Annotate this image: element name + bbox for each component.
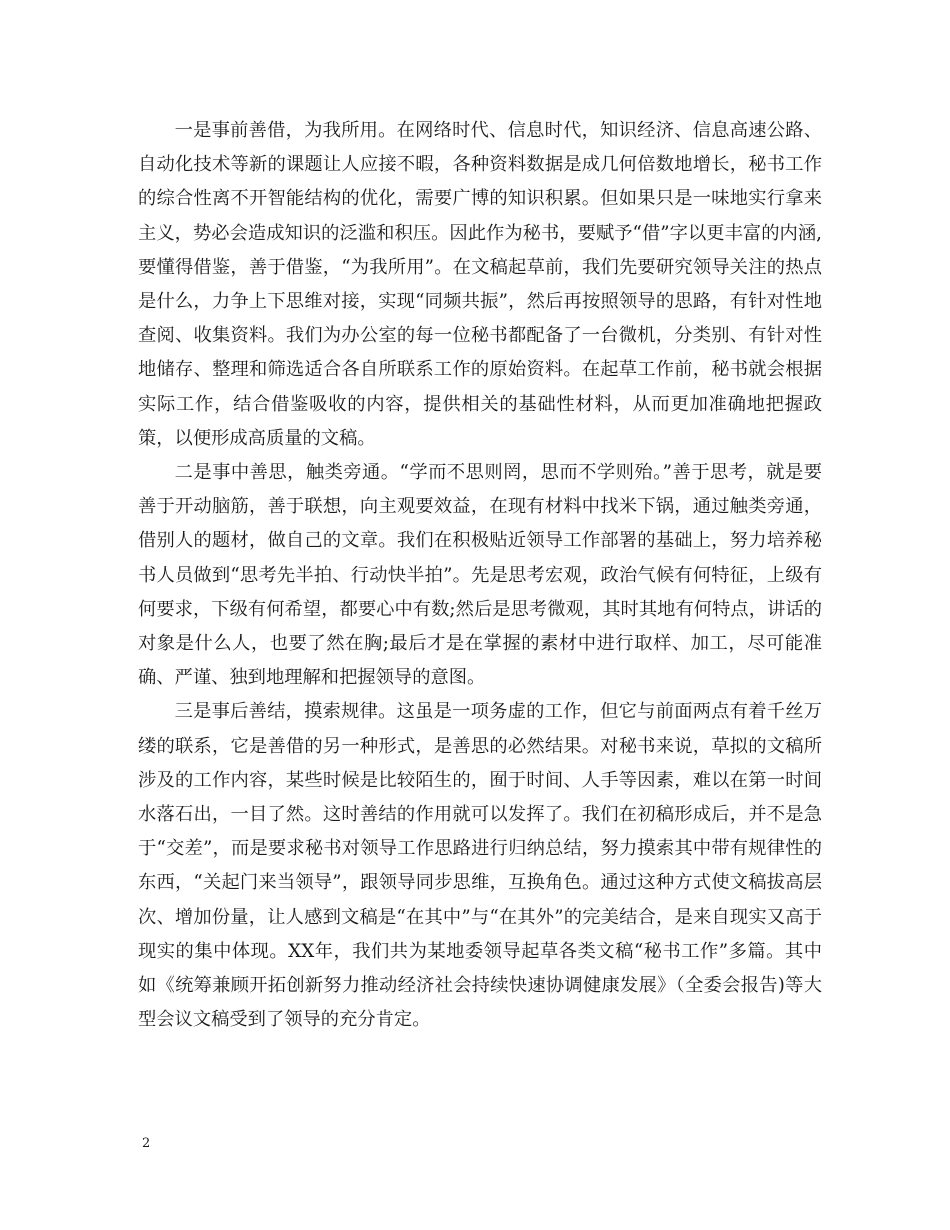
paragraph-3: 三是事后善结，摸索规律。这虽是一项务虚的工作，但它与前面两点有着千丝万缕的联系，它是善借的另一种形式，是善思的必然结果。对秘书来说，草拟的文稿所涉及的工作内容，某些时候是比较陌生的，囿于时间、人手等因素，难以在第一时间水落石出，一目了然。这时善结的作用就可以发挥了。我们在初稿形成后，并不是急于“交差”，而是要求秘书对领导工作思路进行归纳总结，努力摸索其中带有规律性的东西，“关起门来当领导”，跟领导同步思维，互换角色。通过这种方式使文稿拔高层次、增加份量，让人感到文稿是“在其中”与“在其外”的完美结合，是来自现实又高于现实的集中体现。XX年，我们共为某地委领导起草各类文稿“秘书工作”多篇。其中如《统筹兼顾开拓创新努力推动经济社会持续快速协调健康发展》（全委会报告)等大型会议文稿受到了领导的充分肯定。 [138, 701, 822, 1031]
paragraph-2: 二是事中善思，触类旁通。“学而不思则罔，思而不学则殆。”善于思考，就是要善于开动脑筋，善于联想，向主观要效益，在现有材料中找米下锅，通过触类旁通，借别人的题材，做自己的文章。我们在积极贴近领导工作部署的基础上，努力培养秘书人员做到“思考先半拍、行动快半拍”。先是思考宏观，政治气候有何特征，上级有何要求，下级有何希望，都要心中有数;然后是思考微观，其时其地有何特点，讲话的对象是什么人，也要了然在胸;最后才是在掌握的素材中进行取样、加工，尽可能准确、严谨、独到地理解和把握领导的意图。 [138, 462, 822, 689]
page-number: 2 [142, 1136, 151, 1151]
document-body [138, 114, 822, 1037]
paragraph-1: 一是事前善借，为我所用。在网络时代、信息时代，知识经济、信息高速公路、自动化技术等新的课题让人应接不暇，各种资料数据是成几何倍数地增长，秘书工作的综合性离不开智能结构的优化，需要广博的知识积累。但如果只是一味地实行拿来主义，势必会造成知识的泛滥和积压。因此作为秘书，要赋予“借”字以更丰富的内涵,要懂得借鉴，善于借鉴，“为我所用”。在文稿起草前，我们先要研究领导关注的热点是什么，力争上下思维对接，实现“同频共振”，然后再按照领导的思路，有针对性地查阅、收集资料。我们为办公室的每一位秘书都配备了一台微机，分类别、有针对性地储存、整理和筛选适合各自所联系工作的原始资料。在起草工作前，秘书就会根据实际工作，结合借鉴吸收的内容，提供相关的基础性材料，从而更加准确地把握政策，以便形成高质量的文稿。 [138, 120, 822, 449]
